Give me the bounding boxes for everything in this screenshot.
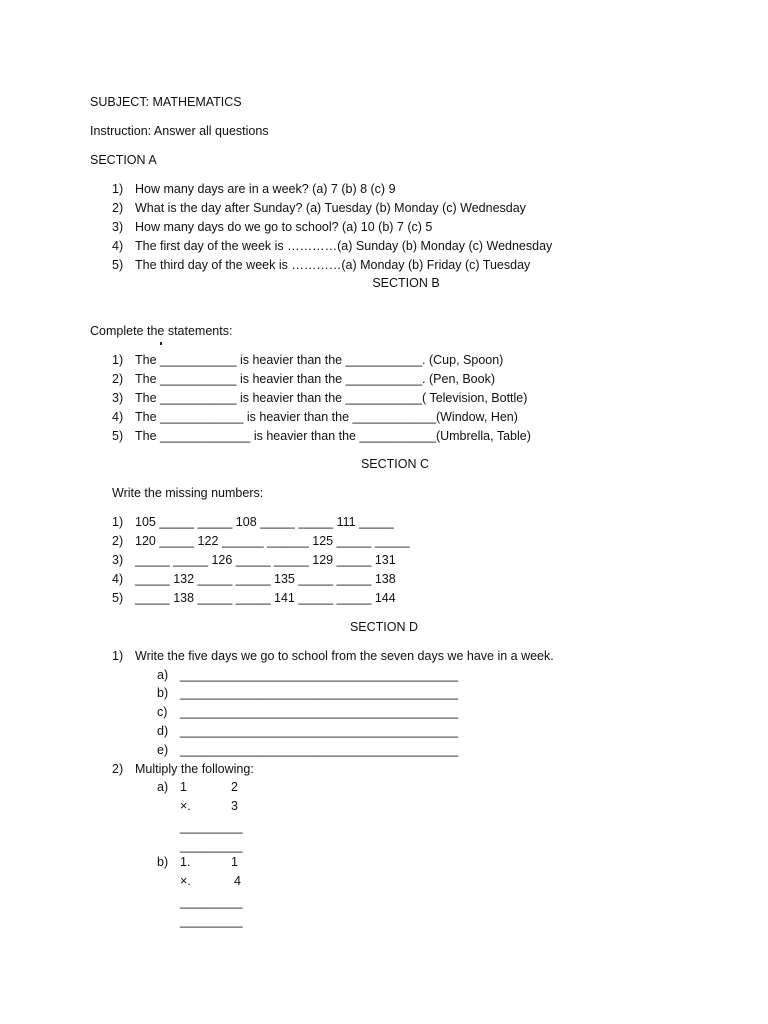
item-number: 2) — [112, 201, 124, 215]
item-number: 1) — [112, 649, 124, 663]
sub-label: d) — [157, 724, 169, 738]
number-sequence: _____ 132 _____ _____ 135 _____ _____ 138 — [135, 572, 396, 586]
item-number: 3) — [112, 553, 124, 567]
subject-heading: SUBJECT: MATHEMATICS — [90, 95, 242, 109]
multiplier: 4 — [234, 874, 241, 888]
question-text: Write the five days we go to school from the seven days we have in a week. — [135, 649, 554, 663]
multiply-sign: ×. — [180, 799, 191, 813]
item-number: 2) — [112, 762, 124, 776]
statement-text: The ____________ is heavier than the ____________(Window, Hen) — [135, 410, 518, 424]
question-text: How many days are in a week? (a) 7 (b) 8 (c) 9 — [135, 182, 396, 196]
sub-label: c) — [157, 705, 168, 719]
item-number: 5) — [112, 429, 124, 443]
sub-label: a) — [157, 780, 169, 794]
number-sequence: _____ 138 _____ _____ 141 _____ _____ 144 — [135, 591, 396, 605]
answer-line: _________ — [180, 820, 243, 834]
statement-text: The ___________ is heavier than the ___________( Television, Bottle) — [135, 391, 528, 405]
answer-line: _________ — [180, 914, 243, 928]
number-sequence: _____ _____ 126 _____ _____ 129 _____ 131 — [135, 553, 396, 567]
section-c-intro: Write the missing numbers: — [112, 486, 264, 500]
question-text: The third day of the week is …………(a) Monday (b) Friday (c) Tuesday — [135, 258, 531, 272]
item-number: 3) — [112, 391, 124, 405]
stray-mark — [160, 342, 162, 345]
statement-text: The _____________ is heavier than the ___________(Umbrella, Table) — [135, 429, 531, 443]
item-number: 1) — [112, 515, 124, 529]
answer-line: ________________________________________ — [180, 668, 459, 682]
answer-line: ________________________________________ — [180, 705, 459, 719]
answer-line: _________ — [180, 895, 243, 909]
digit-ones: 1 — [231, 855, 238, 869]
digit-tens: 1 — [180, 780, 187, 794]
sub-label: e) — [157, 743, 169, 757]
question-text: Multiply the following: — [135, 762, 254, 776]
multiplier: 3 — [231, 799, 238, 813]
sub-label: a) — [157, 668, 169, 682]
multiply-sign: ×. — [180, 874, 191, 888]
item-number: 4) — [112, 572, 124, 586]
section-d-title: SECTION D — [349, 620, 419, 634]
item-number: 1) — [112, 182, 124, 196]
item-number: 2) — [112, 534, 124, 548]
sub-label: b) — [157, 686, 169, 700]
item-number: 1) — [112, 353, 124, 367]
item-number: 4) — [112, 410, 124, 424]
section-a-title: SECTION A — [90, 153, 157, 167]
statement-text: The ___________ is heavier than the ___________. (Cup, Spoon) — [135, 353, 504, 367]
item-number: 2) — [112, 372, 124, 386]
item-number: 5) — [112, 591, 124, 605]
instruction-text: Instruction: Answer all questions — [90, 124, 269, 138]
question-text: How many days do we go to school? (a) 10 (b) 7 (c) 5 — [135, 220, 433, 234]
sub-label: b) — [157, 855, 169, 869]
answer-line: _________ — [180, 839, 243, 853]
answer-line: ________________________________________ — [180, 724, 459, 738]
question-text: The first day of the week is …………(a) Sunday (b) Monday (c) Wednesday — [135, 239, 553, 253]
item-number: 3) — [112, 220, 124, 234]
item-number: 5) — [112, 258, 124, 272]
number-sequence: 105 _____ _____ 108 _____ _____ 111 _____ — [135, 515, 394, 529]
item-number: 4) — [112, 239, 124, 253]
section-b-intro: Complete the statements: — [90, 324, 233, 338]
answer-line: ________________________________________ — [180, 686, 459, 700]
number-sequence: 120 _____ 122 ______ ______ 125 _____ _____ — [135, 534, 410, 548]
answer-line: ________________________________________ — [180, 743, 459, 757]
statement-text: The ___________ is heavier than the ___________. (Pen, Book) — [135, 372, 495, 386]
section-b-title: SECTION B — [372, 276, 440, 290]
section-c-title: SECTION C — [360, 457, 430, 471]
digit-ones: 2 — [231, 780, 238, 794]
digit-tens: 1. — [180, 855, 191, 869]
question-text: What is the day after Sunday? (a) Tuesday (b) Monday (c) Wednesday — [135, 201, 526, 215]
